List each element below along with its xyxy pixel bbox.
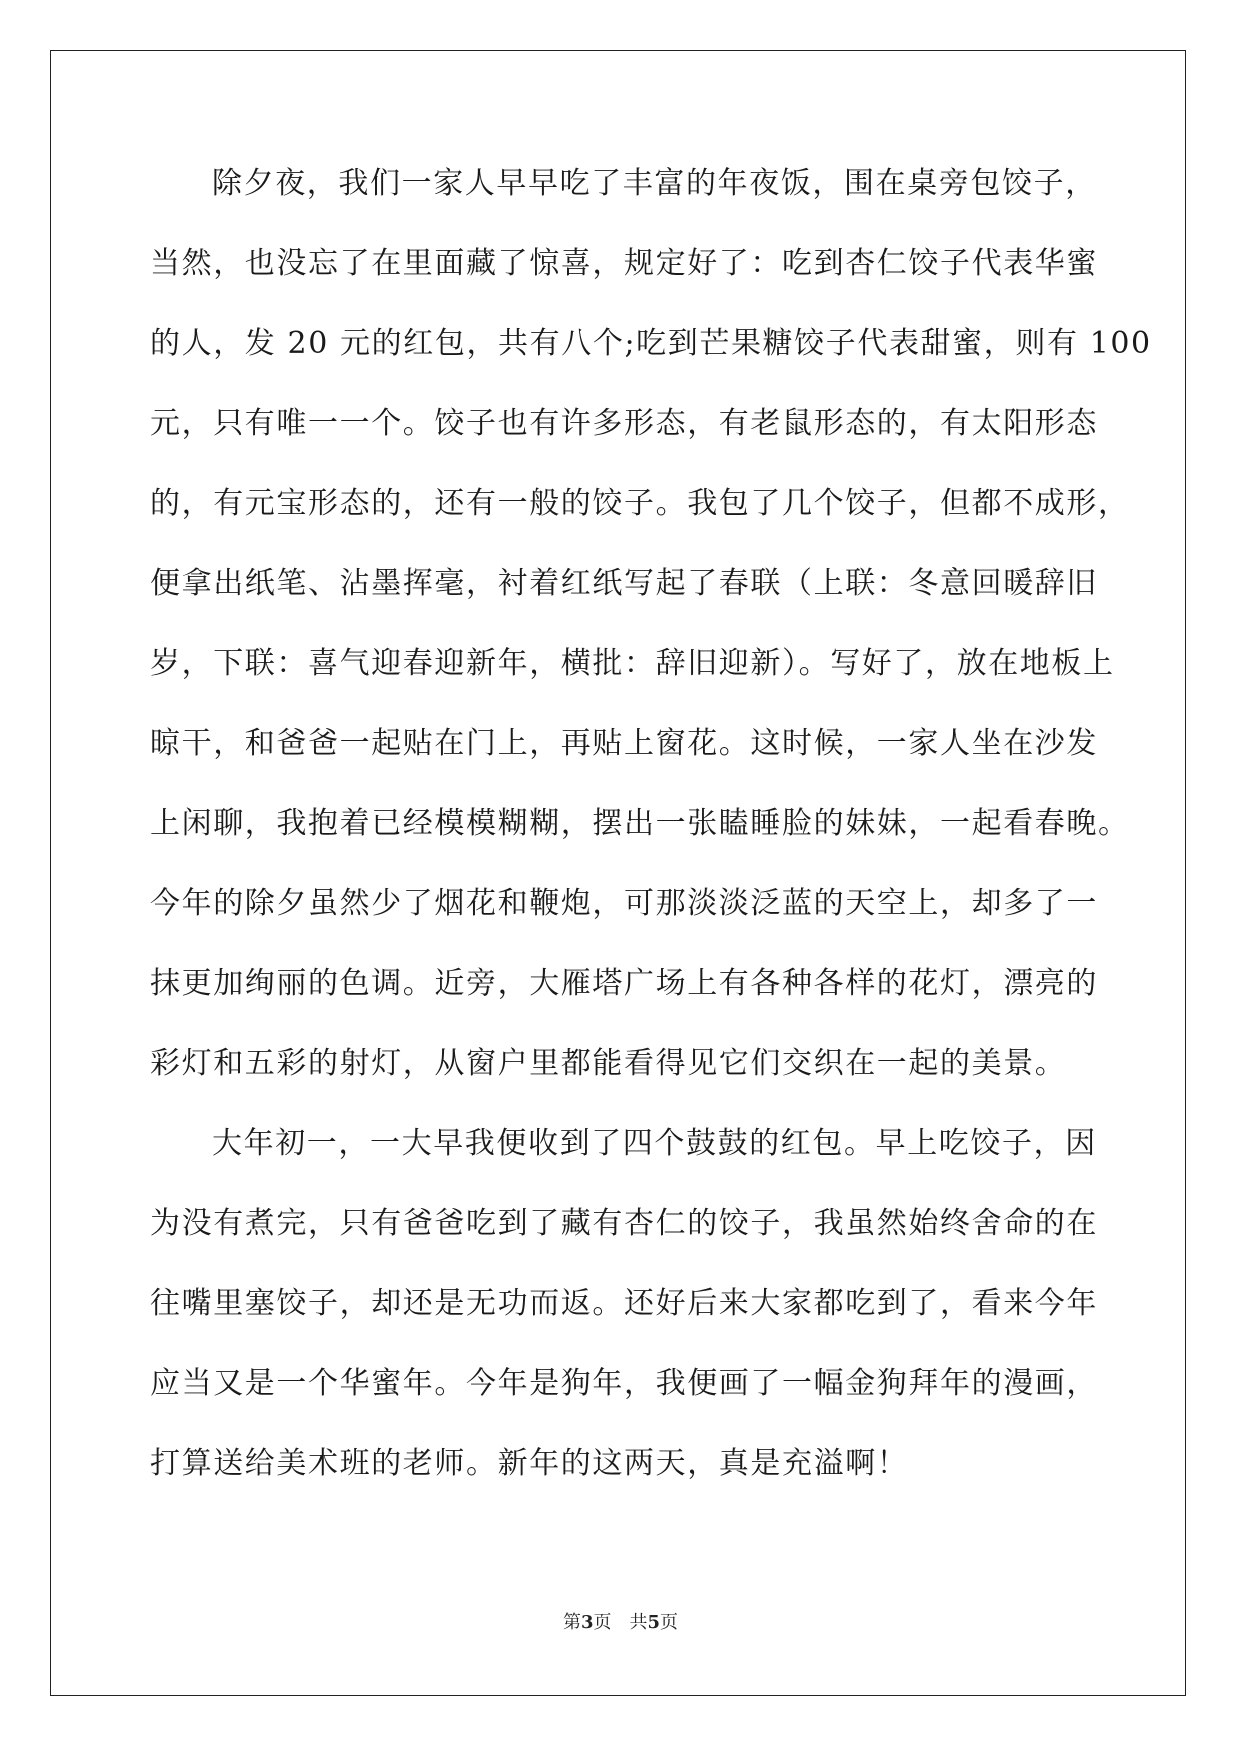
paragraph-1-line-10: 今年的除夕虽然少了烟花和鞭炮，可那淡淡泛蓝的天空上，却多了一 — [150, 886, 1098, 921]
paragraph-1-line-4: 元，只有唯一一个。饺子也有许多形态，有老鼠形态的，有太阳形态 — [150, 406, 1098, 441]
paragraph-2-line-2: 为没有煮完，只有爸爸吃到了藏有杏仁的饺子，我虽然始终舍命的在 — [150, 1206, 1098, 1241]
total-suffix: 页 — [660, 1612, 679, 1633]
page-footer — [0, 1608, 1241, 1634]
page-total: 5 — [647, 1612, 661, 1633]
paragraph-1-line-9: 上闲聊，我抱着已经模模糊糊，摆出一张瞌睡脸的妹妹，一起看春晚。 — [150, 806, 1130, 841]
document-body — [150, 158, 1152, 1518]
total-prefix: 共 — [629, 1612, 648, 1633]
page-current: 3 — [580, 1612, 594, 1633]
paragraph-1-line-8: 晾干，和爸爸一起贴在门上，再贴上窗花。这时候，一家人坐在沙发 — [150, 726, 1098, 761]
paragraph-2-line-4: 应当又是一个华蜜年。今年是狗年，我便画了一幅金狗拜年的漫画， — [150, 1366, 1098, 1401]
page-prefix: 第 — [562, 1612, 581, 1633]
paragraph-1-line-7: 岁，下联：喜气迎春迎新年，横批：辞旧迎新）。写好了，放在地板上 — [150, 646, 1115, 681]
paragraph-2-line-5: 打算送给美术班的老师。新年的这两天，真是充溢啊！ — [150, 1446, 909, 1481]
page-suffix: 页 — [593, 1612, 612, 1633]
paragraph-1-line-12: 彩灯和五彩的射灯，从窗户里都能看得见它们交织在一起的美景。 — [150, 1046, 1067, 1081]
paragraph-2-line-1: 大年初一，一大早我便收到了四个鼓鼓的红包。早上吃饺子，因 — [212, 1126, 1097, 1161]
paragraph-2-line-3: 往嘴里塞饺子，却还是无功而返。还好后来大家都吃到了，看来今年 — [150, 1286, 1098, 1321]
paragraph-1-line-3: 的人，发 20 元的红包，共有八个;吃到芒果糖饺子代表甜蜜，则有 100 — [150, 326, 1152, 361]
paragraph-1-line-6: 便拿出纸笔、沾墨挥毫，衬着红纸写起了春联（上联：冬意回暖辞旧 — [150, 566, 1098, 601]
paragraph-1-line-2: 当然，也没忘了在里面藏了惊喜，规定好了：吃到杏仁饺子代表华蜜 — [150, 246, 1098, 281]
paragraph-1-line-5: 的，有元宝形态的，还有一般的饺子。我包了几个饺子，但都不成形， — [150, 486, 1130, 521]
paragraph-1-line-1: 除夕夜，我们一家人早早吃了丰富的年夜饭，围在桌旁包饺子， — [212, 166, 1097, 201]
paragraph-1-line-11: 抹更加绚丽的色调。近旁，大雁塔广场上有各种各样的花灯，漂亮的 — [150, 966, 1098, 1001]
